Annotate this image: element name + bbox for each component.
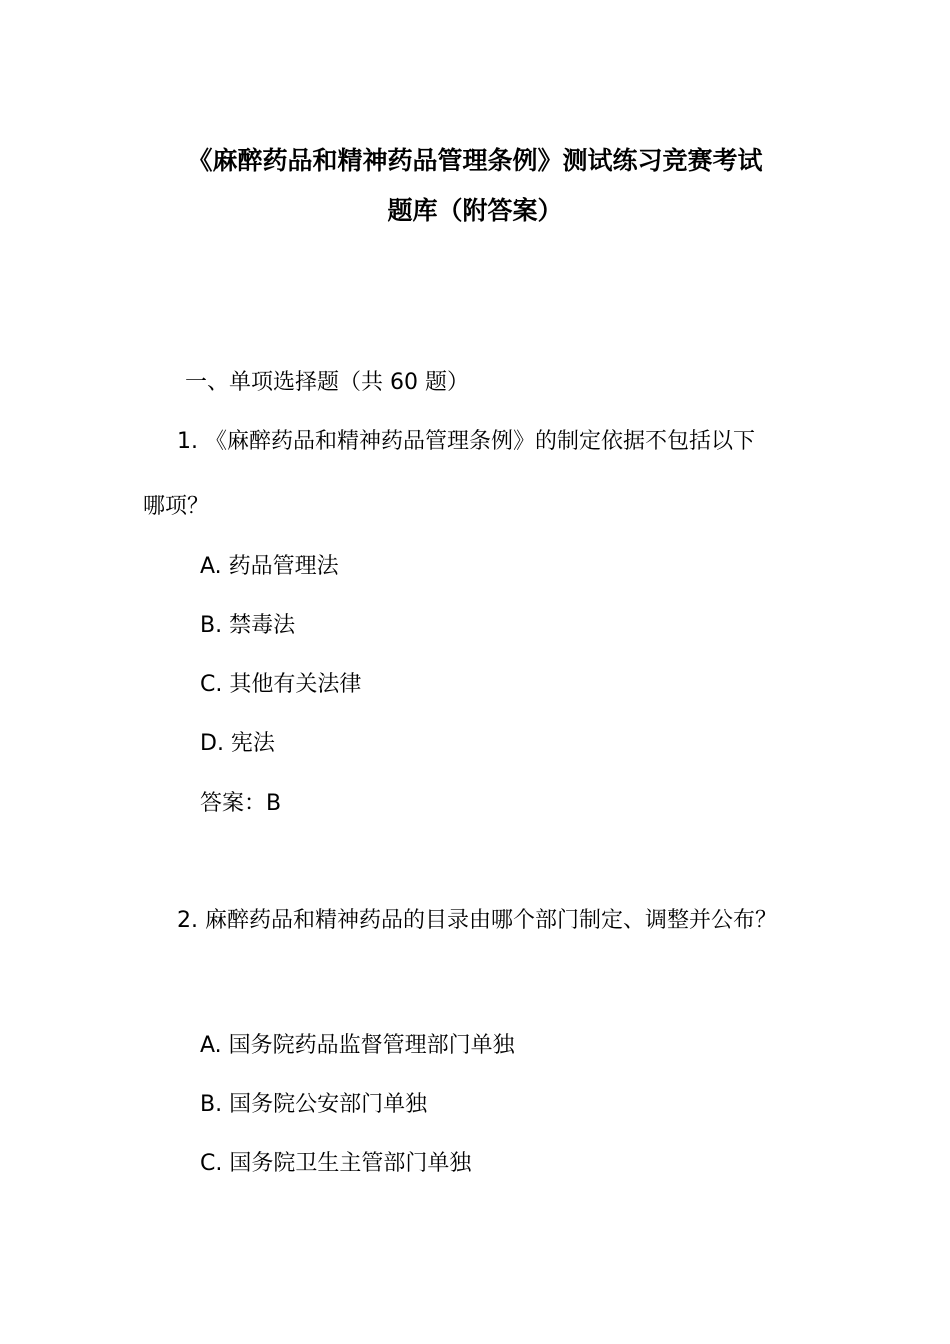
question-1-stem-continued: 哪项？: [143, 494, 210, 519]
question-1-option-d: D. 宪法: [200, 731, 275, 756]
question-1-option-a: A. 药品管理法: [200, 554, 339, 579]
section-heading: 一、单项选择题（共 60 题）: [185, 370, 469, 395]
question-1-option-c: C. 其他有关法律: [200, 672, 362, 697]
question-1-answer: 答案：B: [200, 791, 282, 816]
question-2-option-b: B. 国务院公安部门单独: [200, 1092, 428, 1117]
question-2-stem: 2. 麻醉药品和精神药品的目录由哪个部门制定、调整并公布？: [177, 908, 777, 933]
question-2-option-a: A. 国务院药品监督管理部门单独: [200, 1033, 515, 1058]
document-title-line-1: 《麻醉药品和精神药品管理条例》测试练习竞赛考试: [187, 146, 763, 175]
question-1-stem: 1. 《麻醉药品和精神药品管理条例》的制定依据不包括以下: [177, 429, 755, 454]
question-1-option-b: B. 禁毒法: [200, 613, 296, 638]
document-title-line-2: 题库（附答案）: [387, 196, 563, 225]
question-2-option-c: C. 国务院卫生主管部门单独: [200, 1151, 472, 1176]
